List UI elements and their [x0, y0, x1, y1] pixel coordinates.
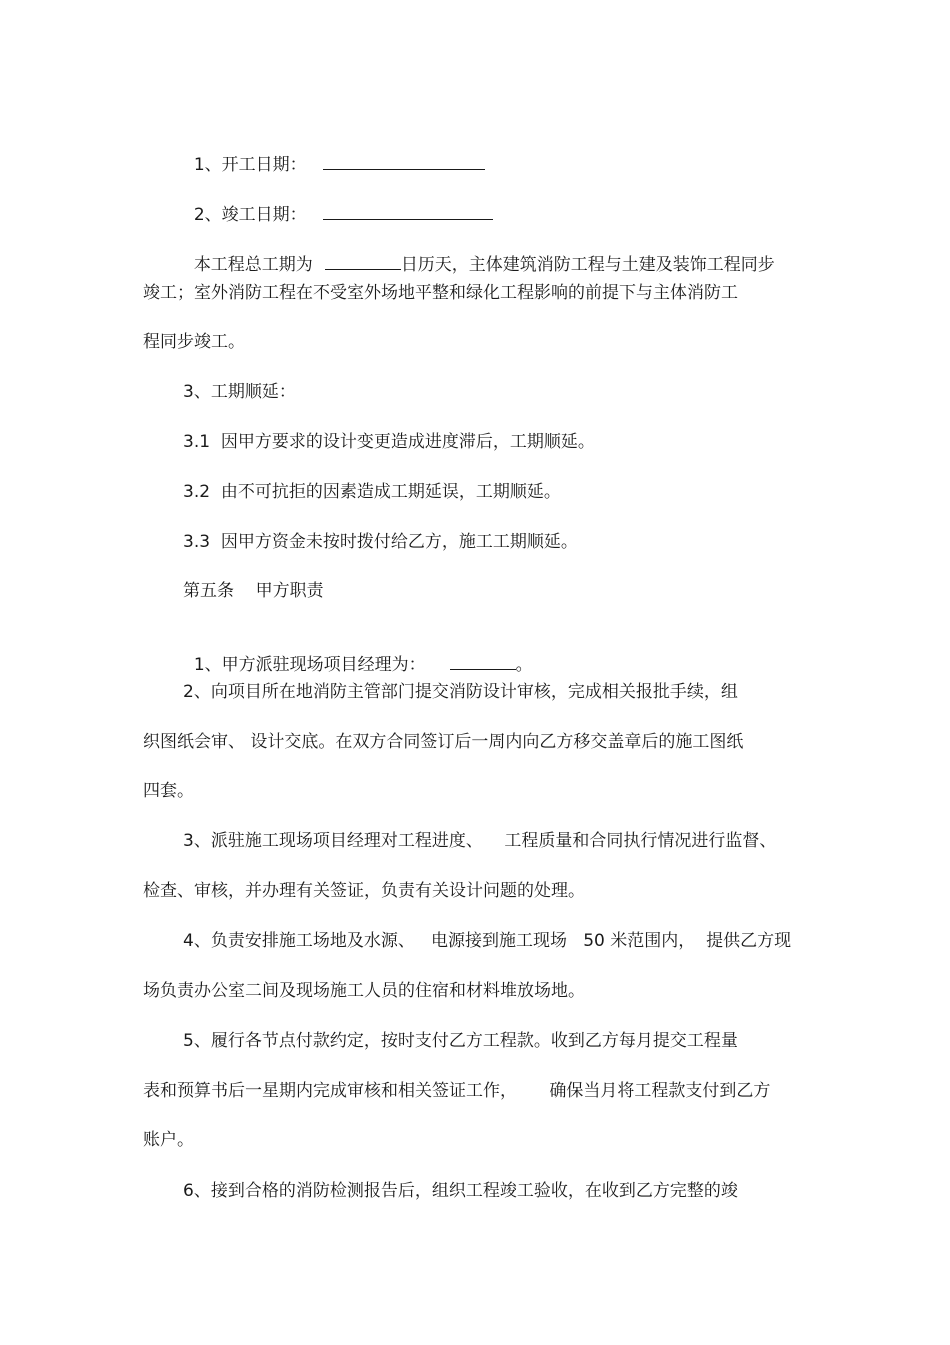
completion-date-line: [183, 181, 493, 225]
start-date-blank: [323, 153, 485, 170]
duty-6-line-1: 6、接到合格的消防检测报告后，组织工程竣工验收，在收到乙方完整的竣: [183, 1181, 738, 1201]
duty-3-line-2: 检查、审核，并办理有关签证，负责有关设计问题的处理。: [143, 881, 585, 901]
project-manager-label: 1、甲方派驻现场项目经理为：: [193, 655, 426, 675]
total-duration-line: [183, 231, 775, 275]
completion-date-label: 2、竣工日期：: [193, 205, 307, 225]
total-duration-post: 日历天，主体建筑消防工程与土建及装饰工程同步: [400, 255, 775, 275]
project-manager-blank: [450, 653, 516, 670]
clause-3-heading: 3、工期顺延：: [183, 382, 296, 402]
duty-4-line-2: 场负责办公室二间及现场施工人员的住宿和材料堆放场地。: [143, 981, 585, 1001]
article-5-heading: 第五条 甲方职责: [183, 581, 324, 601]
clause-3-3: 3.3 因甲方资金未按时拨付给乙方，施工工期顺延。: [183, 532, 578, 552]
project-manager-post: 。: [515, 655, 533, 675]
total-duration-pre: 本工程总工期为: [193, 255, 313, 275]
duty-5-line-1: 5、履行各节点付款约定，按时支付乙方工程款。收到乙方每月提交工程量: [183, 1031, 738, 1051]
clause-3-1: 3.1 因甲方要求的设计变更造成进度滞后，工期顺延。: [183, 432, 595, 452]
body-line-5: 程同步竣工。: [143, 332, 245, 352]
duty-5-line-3: 账户。: [143, 1130, 194, 1150]
duty-4-line-1: 4、负责安排施工场地及水源、 电源接到施工现场 50 米范围内， 提供乙方现: [183, 931, 792, 951]
start-date-label: 1、开工日期：: [193, 155, 307, 175]
start-date-line: [183, 131, 485, 175]
clause-3-2: 3.2 由不可抗拒的因素造成工期延误，工期顺延。: [183, 482, 561, 502]
project-manager-line: [183, 631, 533, 675]
total-duration-blank: [325, 253, 401, 270]
duty-2-line-2: 织图纸会审、 设计交底。在双方合同签订后一周内向乙方移交盖章后的施工图纸: [143, 732, 744, 752]
completion-date-blank: [323, 203, 493, 220]
body-line-4: 竣工；室外消防工程在不受室外场地平整和绿化工程影响的前提下与主体消防工: [143, 283, 738, 303]
duty-3-line-1: 3、派驻施工现场项目经理对工程进度、 工程质量和合同执行情况进行监督、: [183, 831, 777, 851]
duty-2-line-3: 四套。: [143, 781, 194, 801]
duty-2-line-1: 2、向项目所在地消防主管部门提交消防设计审核，完成相关报批手续，组: [183, 682, 738, 702]
duty-5-line-2: 表和预算书后一星期内完成审核和相关签证工作， 确保当月将工程款支付到乙方: [143, 1081, 771, 1101]
